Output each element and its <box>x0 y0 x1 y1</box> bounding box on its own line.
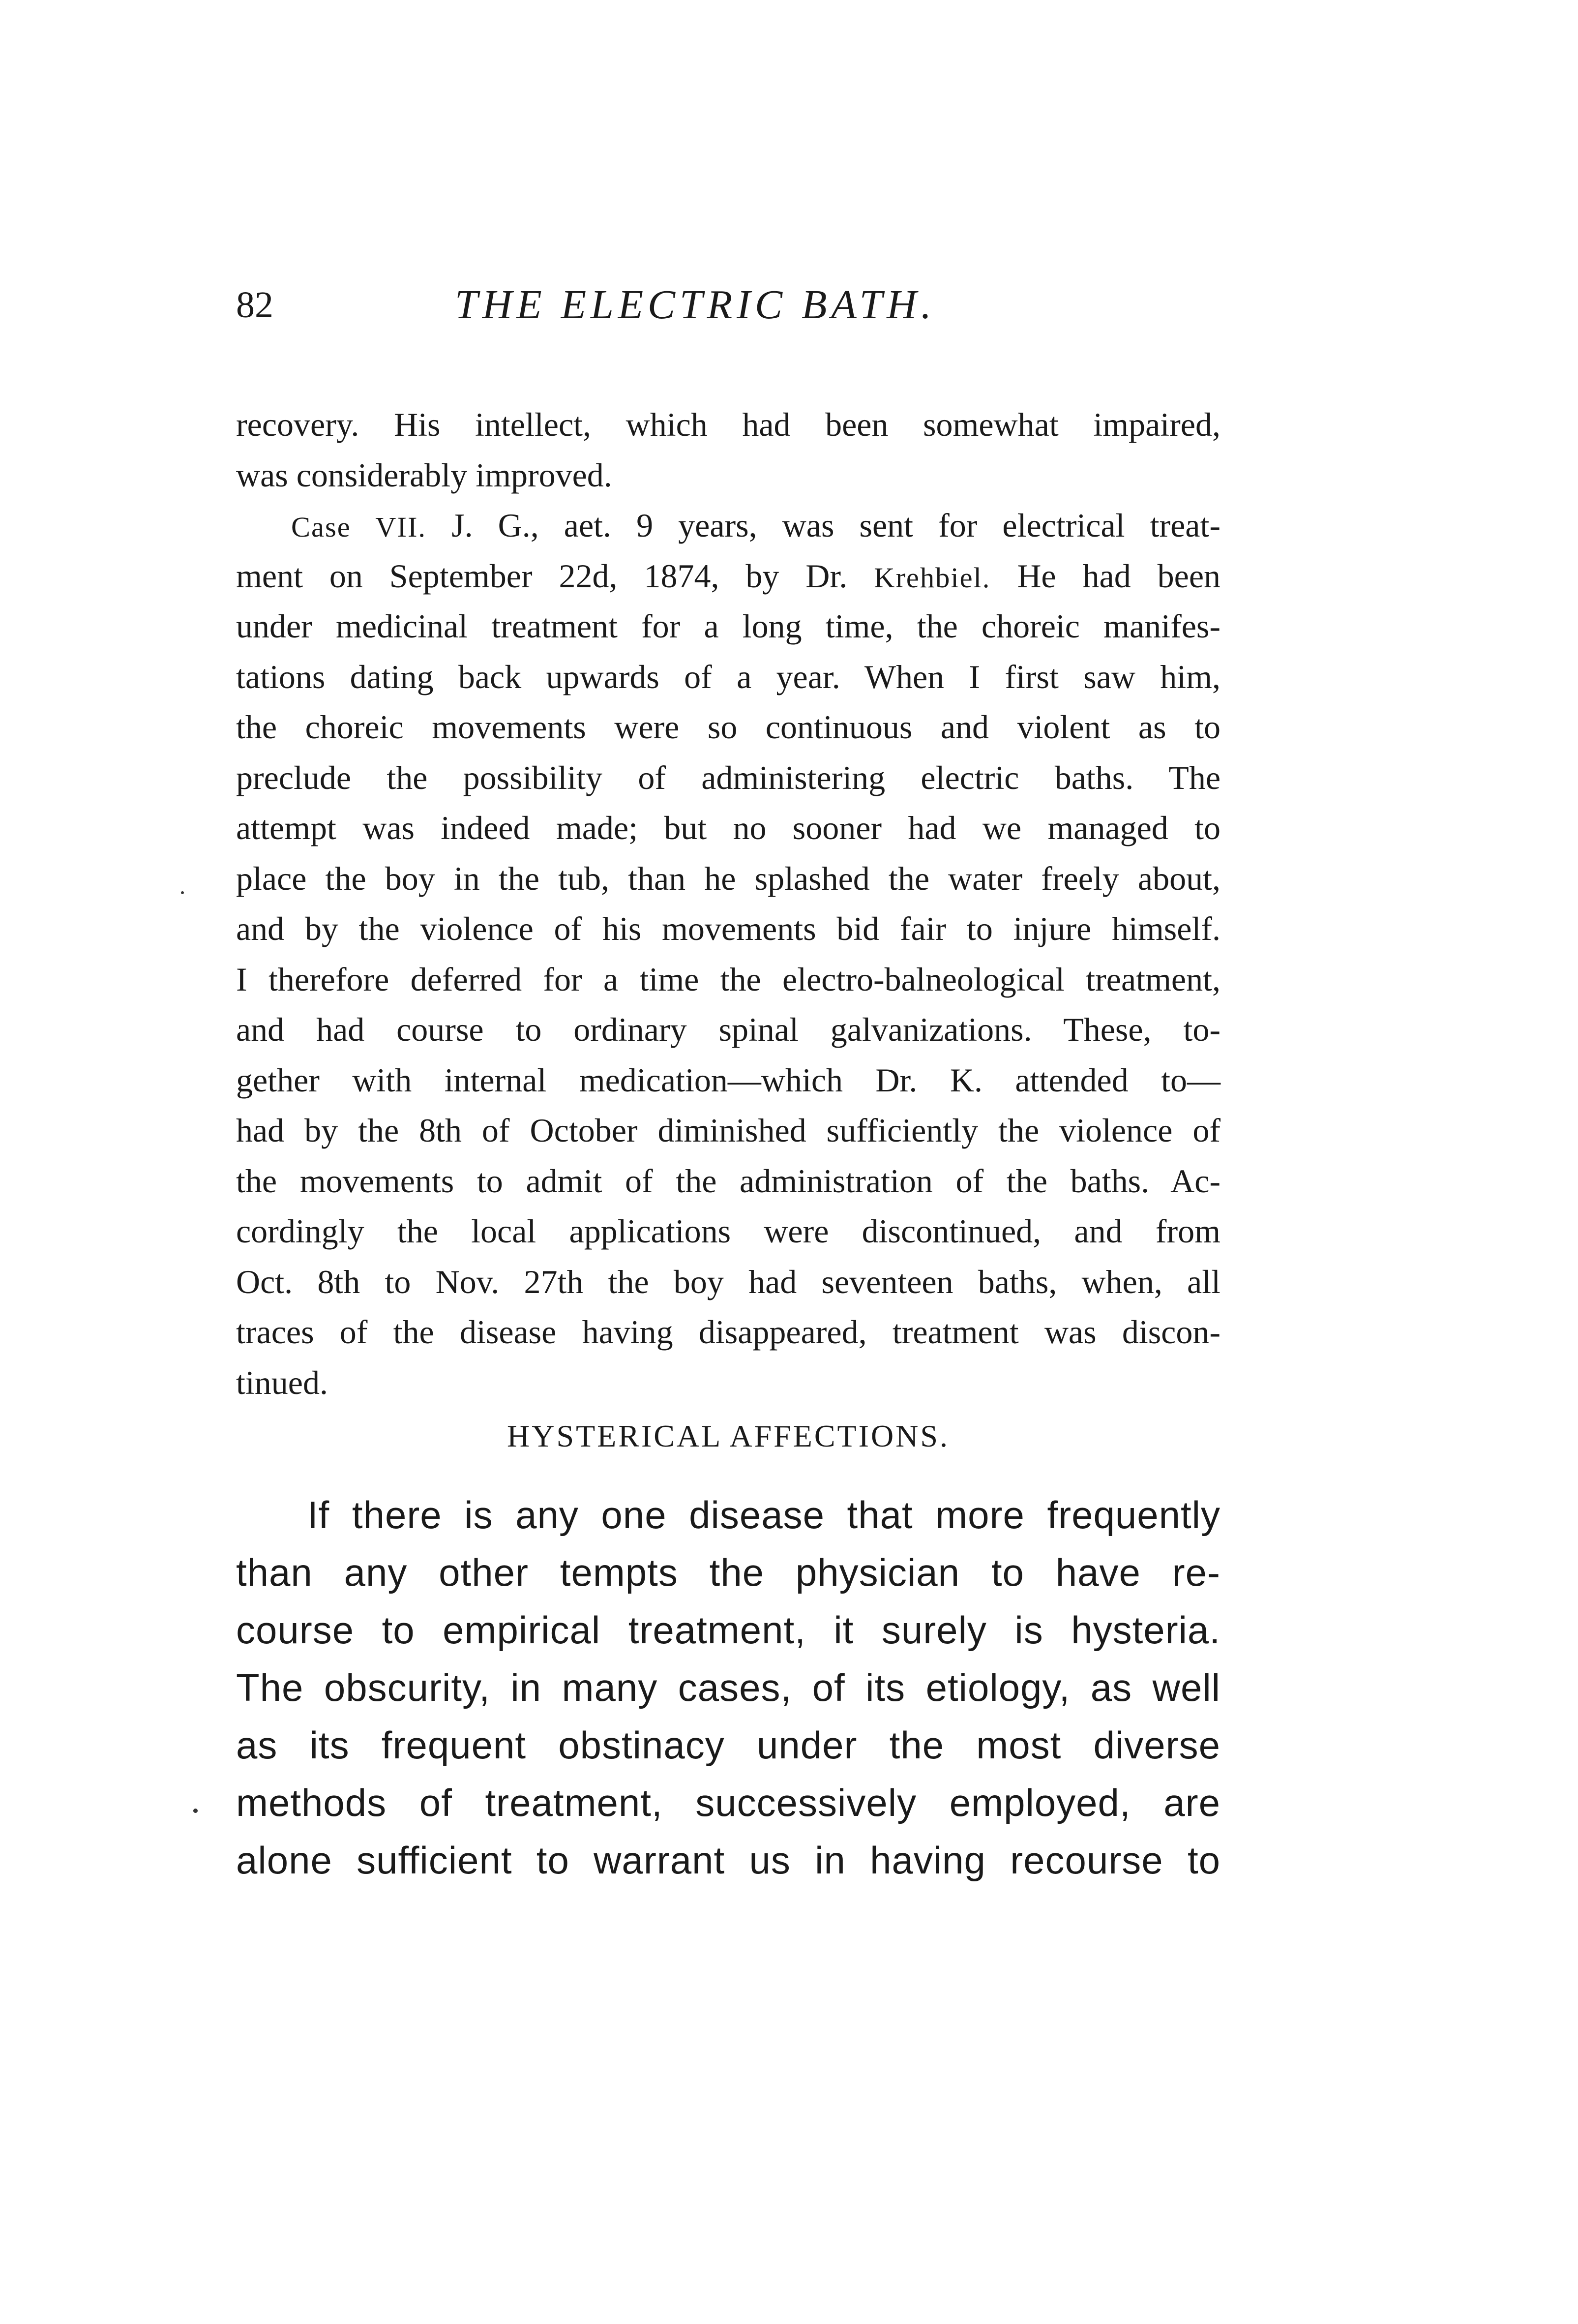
text-line: tinued. <box>236 1363 328 1401</box>
margin-speck <box>193 1809 198 1813</box>
text-line: preclude the possibility of administering electric baths. The <box>236 758 1221 796</box>
page-header <box>236 275 1220 354</box>
text-line: tations dating back upwards of a year. When I first saw him, <box>236 658 1221 695</box>
text-line: The obscurity, in many cases, of its etiology, as well <box>236 1666 1221 1709</box>
paragraph-continuation <box>236 399 1221 500</box>
text-line: recovery. His intellect, which had been somewhat impaired, <box>236 406 1221 443</box>
text-line: If there is any one disease that more frequently <box>307 1493 1221 1537</box>
text-line: had by the 8th of October diminished sufficiently the violence of <box>236 1112 1221 1149</box>
text-line: and by the violence of his movements bid fair to injure himself. <box>236 910 1221 947</box>
doctor-name: Krehbiel. <box>874 561 991 594</box>
section-paragraph <box>236 1486 1221 1889</box>
text-line: course to empirical treatment, it surely is hysteria. <box>236 1608 1221 1652</box>
text-line: than any other tempts the physician to have re- <box>236 1551 1221 1594</box>
page-number: 82 <box>236 284 273 326</box>
text-fragment: He had been <box>1017 557 1221 595</box>
text-line: attempt was indeed made; but no sooner had we managed to <box>236 809 1221 846</box>
text-line: and had course to ordinary spinal galvanizations. These, to- <box>236 1011 1221 1048</box>
section-heading: HYSTERICAL AFFECTIONS. <box>507 1419 950 1453</box>
text-line: traces of the disease having disappeared, treatment was discon- <box>236 1313 1221 1351</box>
text-line: methods of treatment, successively employed, are <box>236 1781 1221 1824</box>
text-line: Oct. 8th to Nov. 27th the boy had seventeen baths, when, all <box>236 1263 1221 1300</box>
case-vii-paragraph <box>236 500 1221 1408</box>
text-line: alone sufficient to warrant us in having recourse to <box>236 1839 1221 1882</box>
text-line: gether with internal medication—which Dr. K. attended to— <box>236 1061 1221 1099</box>
text-line <box>236 551 1221 602</box>
margin-speck <box>181 891 184 894</box>
text-line: the choreic movements were so continuous and violent as to <box>236 708 1221 746</box>
text-line <box>236 500 1221 551</box>
text-line: cordingly the local applications were discontinued, and from <box>236 1212 1221 1250</box>
text-line: under medicinal treatment for a long time, the choreic manifes- <box>236 607 1221 645</box>
text-line: the movements to admit of the administration of the baths. Ac- <box>236 1162 1221 1200</box>
text-line: place the boy in the tub, than he splashed the water freely about, <box>236 859 1221 897</box>
running-title: THE ELECTRIC BATH. <box>455 282 936 328</box>
case-label: Case VII. <box>291 511 427 543</box>
text-fragment: ment on September 22d, 1874, by Dr. <box>236 557 848 595</box>
text-line: was considerably improved. <box>236 456 612 494</box>
text-fragment: J. G., aet. 9 years, was sent for electrical treat- <box>451 507 1221 544</box>
text-line: I therefore deferred for a time the electro-balneological treatment, <box>236 960 1221 998</box>
text-line: as its frequent obstinacy under the most diverse <box>236 1723 1221 1767</box>
